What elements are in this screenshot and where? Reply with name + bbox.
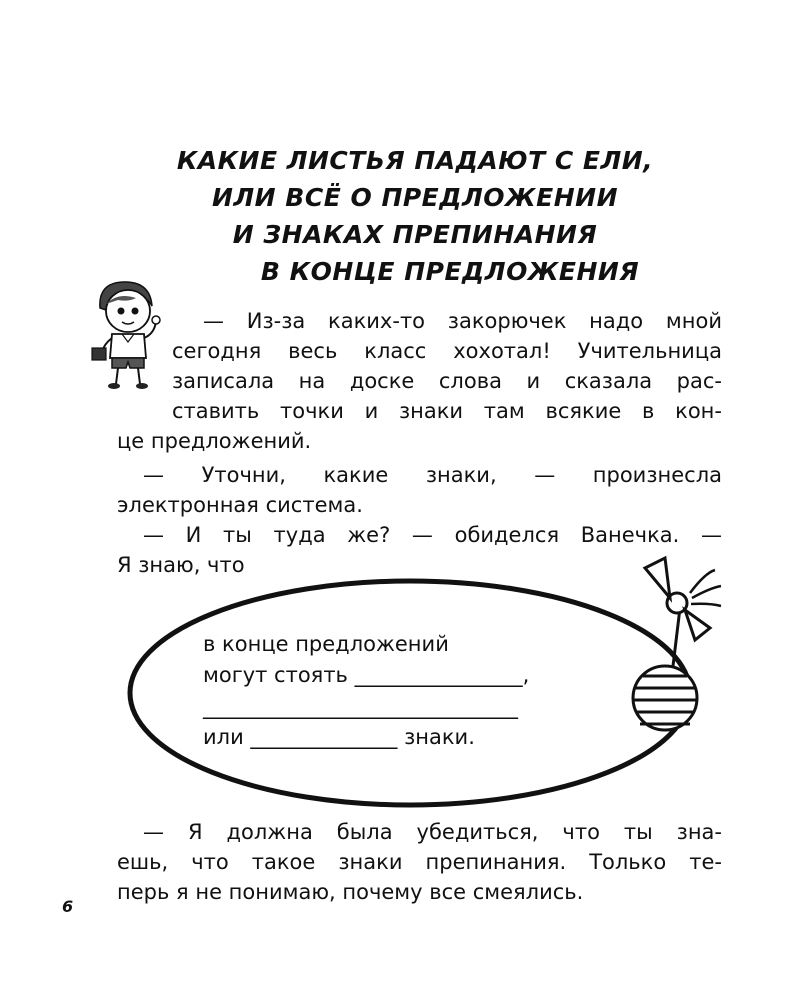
fill-blank-1[interactable]: ________________ [354,663,523,687]
oval-line-2 [203,660,529,690]
boy-illustration [88,278,168,393]
oval-line-4 [203,722,475,752]
chapter-title [150,142,680,290]
oval-line-4-suffix: знаки. [404,725,475,749]
p1-line-3: записала на доске слова и сказала рас- [172,369,722,393]
title-line-3: И ЗНАКАХ ПРЕПИНАНИЯ [232,220,598,249]
title-line-2: ИЛИ ВСЁ О ПРЕДЛОЖЕНИИ [211,183,618,212]
title-line-4: В КОНЦЕ ПРЕДЛОЖЕНИЯ [260,257,640,286]
p1-line-2: сегодня весь класс хохотал! Учительница [172,339,722,363]
p3-line-1: — И ты туда же? — обиделся Ванечка. — [143,523,722,547]
p2-line-1: — Уточни, какие знаки, — произнесла [143,463,722,487]
p2-line-2: электронная система. [117,493,363,517]
oval-line-1: в конце предложений [203,632,449,656]
p4-line-3: перь я не понимаю, почему все смеялись. [117,880,584,904]
p1-line-1: — Из-за каких-то закорючек надо мной [203,309,722,333]
p4-line-1: — Я должна была убедиться, что ты зна- [143,820,722,844]
p3-line-2: Я знаю, что [117,553,245,577]
p1-line-5: це предложений. [117,429,312,453]
oval-line-2-text: могут стоять [203,663,348,687]
page-number: 6 [62,897,74,916]
fill-blank-2[interactable]: ______________________________ [203,695,518,719]
comma: , [522,663,530,687]
fill-blank-3[interactable]: ______________ [250,725,398,749]
oval-line-4-prefix: или [203,725,244,749]
p1-line-4: ставить точки и знаки там всякие в кон- [172,399,722,423]
title-line-1: КАКИЕ ЛИСТЬЯ ПАДАЮТ С ЕЛИ, [176,146,654,175]
p4-line-2: ешь, что такое знаки препинания. Только те- [117,850,722,874]
